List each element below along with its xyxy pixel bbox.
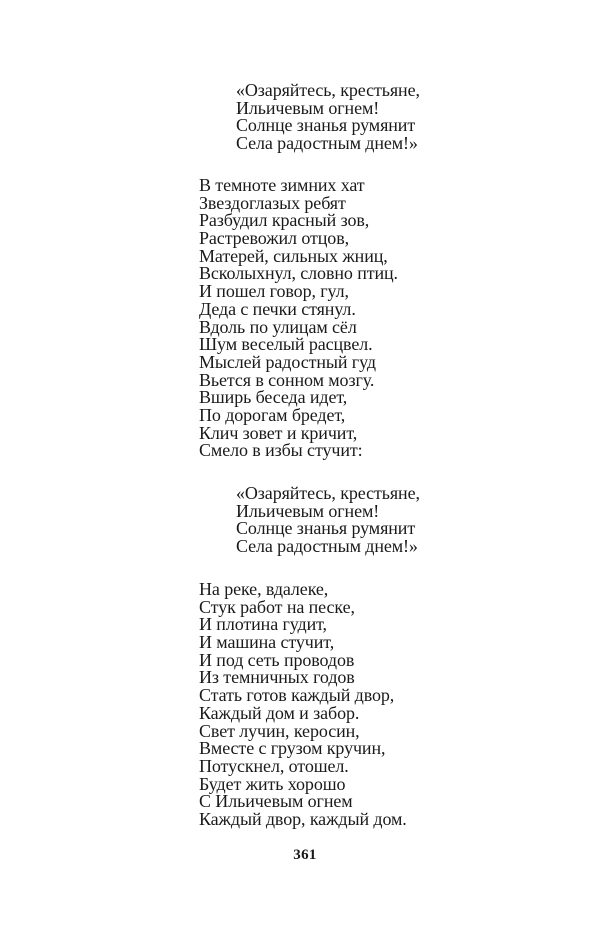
poem-line: Мыслей радостный гуд	[199, 351, 376, 372]
poem-line: Ильичевым огнем!	[236, 500, 380, 521]
poem-line: Смело в избы стучит:	[199, 440, 363, 461]
poem-line: Каждый двор, каждый дом.	[199, 808, 407, 829]
poem-line: Вширь беседа идет,	[199, 387, 348, 408]
poem-line: Ильичевым огнем!	[236, 97, 380, 118]
poem-line: Солнце знанья румянит	[236, 115, 416, 136]
poem-line: Матерей, сильных жниц,	[199, 245, 388, 266]
poem-line: «Озаряйтесь, крестьяне,	[236, 483, 420, 503]
poem-line: Звездоглазых ребят	[199, 192, 346, 213]
poem-line: Растревожил отцов,	[199, 228, 350, 249]
verse-stanza-1	[199, 177, 398, 460]
poem-line: Вдоль по улицам сёл	[199, 316, 357, 337]
poem-line: Села радостным днем!»	[236, 133, 418, 154]
poem-line: В темноте зимних хат	[199, 175, 365, 195]
poem-line: Шум веселый расцвел.	[199, 334, 373, 355]
poem-line: И плотина гудит,	[199, 614, 327, 635]
poem-line: И пошел говор, гул,	[199, 281, 349, 302]
poem-line: И машина стучит,	[199, 632, 335, 653]
poem-line: Потускнел, отошел.	[199, 755, 349, 776]
refrain-stanza-2	[236, 485, 420, 556]
poem-line: Стук работ на песке,	[199, 596, 355, 617]
refrain-stanza-1	[236, 82, 420, 153]
poem-line: Будет жить хорошо	[199, 773, 346, 794]
poem-line: Солнце знанья румянит	[236, 518, 416, 539]
poem-line: «Озаряйтесь, крестьяне,	[236, 80, 420, 100]
verse-stanza-2	[199, 581, 407, 829]
poem-line: Каждый дом и забор.	[199, 702, 360, 723]
poem-line: Стать готов каждый двор,	[199, 685, 395, 706]
poem-line: Свет лучин, керосин,	[199, 720, 360, 741]
poem-line: Вместе с грузом кручин,	[199, 738, 386, 759]
poem-line: С Ильичевым огнем	[199, 791, 353, 812]
poem-line: Из темничных годов	[199, 667, 355, 688]
poem-line: На реке, вдалеке,	[199, 579, 329, 599]
poem-line: Вьется в сонном мозгу.	[199, 369, 375, 390]
poem-line: По дорогам бредет,	[199, 404, 346, 425]
poem-line: Разбудил красный зов,	[199, 210, 370, 231]
poem-line: И под сеть проводов	[199, 649, 355, 670]
page-number: 361	[293, 847, 317, 863]
poem-line: Деда с печки стянул.	[199, 298, 356, 319]
poem-line: Всколыхнул, словно птиц.	[199, 263, 398, 284]
poem-line: Клич зовет и кричит,	[199, 422, 358, 443]
poem-line: Села радостным днем!»	[236, 536, 418, 557]
